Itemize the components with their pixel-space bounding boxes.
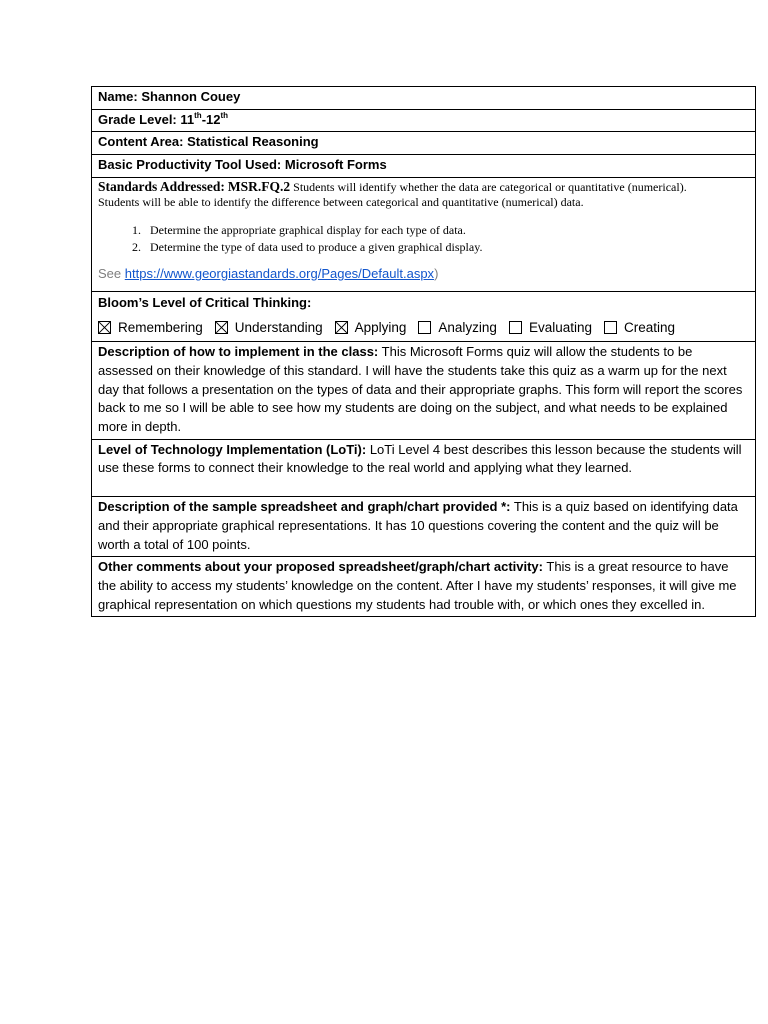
tool-value: Microsoft Forms bbox=[284, 157, 387, 173]
content-area-value: Statistical Reasoning bbox=[187, 134, 319, 150]
implement-row bbox=[92, 342, 755, 440]
blooms-row bbox=[92, 292, 755, 342]
checkbox-icon[interactable] bbox=[335, 321, 348, 334]
standards-code: MSR.FQ.2 bbox=[227, 178, 291, 194]
sample-row bbox=[92, 497, 755, 557]
bloom-option-label: Evaluating bbox=[528, 319, 592, 335]
see-prefix: See bbox=[98, 265, 122, 281]
implement-text: This Microsoft Forms quiz will allow the students to be assessed on their knowledge of this standard. I will have the students take this quiz as a warm up for the next day that follows a presentation on the types of data and their appropriate graphs. This form will report the scores back to me so I will be able to see how my students are doing on the subject, and what needs to be explained more in depth. bbox=[98, 344, 743, 435]
standards-line2: Students will be able to identify the difference between categorical and quantitative (numerical) data. bbox=[98, 194, 584, 209]
standards-item: 1. Determine the appropriate graphical display for each type of data. bbox=[144, 222, 749, 239]
loti-row bbox=[92, 440, 755, 497]
bloom-option-label: Analyzing bbox=[438, 319, 497, 335]
bloom-understanding[interactable] bbox=[215, 319, 323, 338]
grade-from-sup: th bbox=[194, 110, 202, 120]
bloom-option-label: Applying bbox=[354, 319, 407, 335]
content-area-label: Content Area: bbox=[98, 134, 184, 150]
see-suffix: ) bbox=[434, 265, 439, 281]
checkbox-icon[interactable] bbox=[509, 321, 522, 334]
comments-label: Other comments about your proposed spreadsheet/graph/chart activity: bbox=[98, 559, 543, 575]
bloom-option-label: Remembering bbox=[118, 319, 203, 335]
bloom-remembering[interactable] bbox=[98, 319, 203, 338]
bloom-creating[interactable] bbox=[604, 319, 675, 338]
grade-to-sup: th bbox=[220, 110, 229, 120]
standards-row bbox=[92, 178, 755, 292]
grade-from: 11 bbox=[180, 111, 195, 127]
checkbox-icon[interactable] bbox=[98, 321, 111, 334]
tool-row bbox=[92, 155, 755, 178]
sample-text: This is a quiz based on identifying data and their appropriate graphical representations. It has 10 questions covering the content and the quiz will be worth a total of 100 points. bbox=[98, 499, 738, 552]
name-label: Name: bbox=[98, 89, 138, 104]
blooms-label: Bloom’s Level of Critical Thinking: bbox=[98, 294, 312, 310]
grade-to: 12 bbox=[206, 111, 221, 127]
grade-dash: - bbox=[201, 111, 207, 127]
lesson-plan-table bbox=[91, 86, 756, 617]
comments-text: This is a great resource to have the ability to access my students’ knowledge on the content. After I have my students’ responses, it will give me graphical representation on which questions my students had trouble with, or which ones they excelled in. bbox=[98, 559, 737, 612]
loti-label: Level of Technology Implementation (LoTi): bbox=[98, 441, 367, 457]
standards-list bbox=[98, 222, 749, 256]
bloom-applying[interactable] bbox=[335, 319, 407, 338]
bloom-option-label: Understanding bbox=[234, 319, 323, 335]
grade-label: Grade Level: bbox=[98, 111, 177, 127]
standards-item: 2. Determine the type of data used to produce a given graphical display. bbox=[144, 239, 749, 256]
blooms-options bbox=[98, 319, 749, 338]
comments-row bbox=[92, 557, 755, 616]
checkbox-icon[interactable] bbox=[604, 321, 617, 334]
standards-see bbox=[98, 265, 749, 283]
standards-label: Standards Addressed: bbox=[98, 178, 225, 194]
standards-line1: Students will identify whether the data are categorical or quantitative (numerical). bbox=[293, 179, 687, 194]
sample-label: Description of the sample spreadsheet and graph/chart provided *: bbox=[98, 499, 511, 515]
georgia-standards-link[interactable]: https://www.georgiastandards.org/Pages/Default.aspx bbox=[124, 265, 435, 281]
grade-row bbox=[92, 110, 755, 133]
bloom-analyzing[interactable] bbox=[418, 319, 497, 338]
bloom-option-label: Creating bbox=[624, 319, 676, 335]
checkbox-icon[interactable] bbox=[215, 321, 228, 334]
loti-text: LoTi Level 4 best describes this lesson because the students will use these forms to connect their knowledge to the real world and applying what they learned. bbox=[98, 441, 742, 476]
tool-label: Basic Productivity Tool Used: bbox=[98, 157, 282, 173]
name-row bbox=[92, 87, 755, 110]
bloom-evaluating[interactable] bbox=[509, 319, 592, 338]
checkbox-icon[interactable] bbox=[418, 321, 431, 334]
content-area-row bbox=[92, 132, 755, 155]
implement-label: Description of how to implement in the class: bbox=[98, 344, 379, 360]
name-value: Shannon Couey bbox=[141, 89, 241, 104]
